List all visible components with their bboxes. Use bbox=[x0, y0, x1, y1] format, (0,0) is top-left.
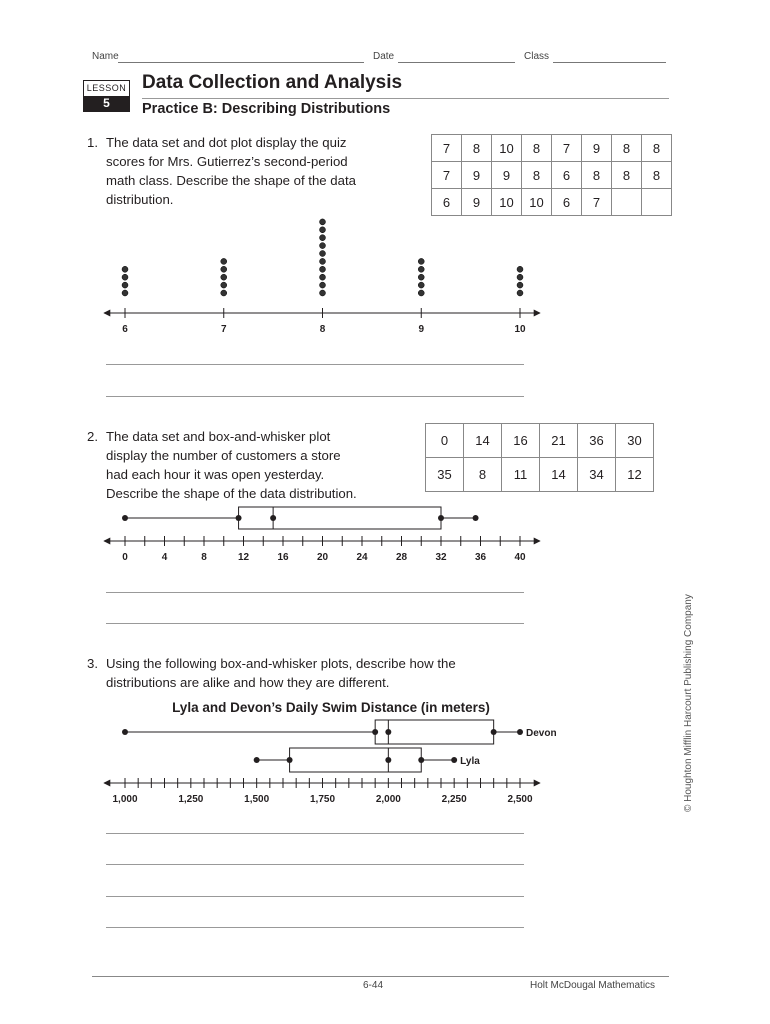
dot bbox=[320, 251, 326, 257]
tick-label: 24 bbox=[356, 552, 368, 563]
table-cell: 7 bbox=[432, 135, 462, 162]
lesson-word: LESSON bbox=[86, 83, 127, 93]
data-point bbox=[517, 729, 523, 735]
table-cell: 10 bbox=[522, 189, 552, 216]
tick-label: 36 bbox=[474, 552, 487, 563]
copyright-text: © Houghton Mifflin Harcourt Publishing Company bbox=[683, 594, 694, 812]
problem-2-text: The data set and box-and-whisker plot display the number of customers a store had each hour it was open yesterday. Describe the shape of the data distribution. bbox=[106, 429, 357, 501]
page-number: 6-44 bbox=[363, 980, 384, 991]
dot bbox=[517, 282, 523, 288]
table-cell: 36 bbox=[578, 424, 616, 458]
table-cell: 8 bbox=[464, 458, 502, 492]
data-point bbox=[254, 757, 260, 763]
problem-3-text: Using the following box-and-whisker plots, describe how the distributions are alike and how they are different. bbox=[106, 656, 456, 690]
dot bbox=[517, 290, 523, 296]
tick-label: 20 bbox=[316, 552, 329, 563]
dot bbox=[221, 282, 227, 288]
data-point bbox=[385, 757, 391, 763]
table-cell: 8 bbox=[522, 135, 552, 162]
tick-label: 16 bbox=[277, 552, 289, 563]
problem-2-number: 2. bbox=[87, 429, 98, 444]
table-cell: 6 bbox=[552, 162, 582, 189]
data-point bbox=[122, 515, 128, 521]
series-label: Devon bbox=[526, 728, 557, 739]
table-cell: 21 bbox=[540, 424, 578, 458]
data-point bbox=[451, 757, 457, 763]
data-point bbox=[236, 515, 242, 521]
dot bbox=[320, 266, 326, 272]
table-cell: 9 bbox=[462, 162, 492, 189]
table-cell: 14 bbox=[540, 458, 578, 492]
data-point bbox=[418, 757, 424, 763]
table-cell: 30 bbox=[616, 424, 654, 458]
plot-title: Lyla and Devon’s Daily Swim Distance (in meters) bbox=[172, 700, 490, 715]
tick-label: 2,500 bbox=[507, 794, 533, 805]
dot bbox=[320, 290, 326, 296]
lesson-number: 5 bbox=[84, 96, 129, 111]
dot bbox=[418, 282, 424, 288]
table-cell: 8 bbox=[642, 162, 672, 189]
dot bbox=[221, 258, 227, 264]
tick-label: 28 bbox=[395, 552, 408, 563]
tick-label: 10 bbox=[514, 324, 526, 335]
tick-label: 1,750 bbox=[309, 794, 336, 805]
table-cell: 8 bbox=[642, 135, 672, 162]
table-cell: 34 bbox=[578, 458, 616, 492]
problem-1-number: 1. bbox=[87, 135, 98, 150]
dot bbox=[320, 243, 326, 249]
box-plot-swim-distance bbox=[104, 700, 557, 805]
dot bbox=[122, 274, 128, 280]
dot bbox=[221, 266, 227, 272]
dot bbox=[320, 282, 326, 288]
data-point bbox=[122, 729, 128, 735]
dot bbox=[517, 274, 523, 280]
dot bbox=[418, 274, 424, 280]
table-cell: 9 bbox=[582, 135, 612, 162]
data-point bbox=[270, 515, 276, 521]
dot bbox=[418, 266, 424, 272]
table-cell: 6 bbox=[552, 189, 582, 216]
data-point bbox=[287, 757, 293, 763]
table-cell: 14 bbox=[464, 424, 502, 458]
class-label: Class bbox=[524, 51, 550, 62]
name-label: Name bbox=[92, 51, 119, 62]
page-title: Data Collection and Analysis bbox=[142, 72, 403, 93]
table-cell: 6 bbox=[432, 189, 462, 216]
box bbox=[375, 720, 494, 744]
tick-label: 4 bbox=[161, 552, 168, 563]
table-cell: 11 bbox=[502, 458, 540, 492]
data-point bbox=[438, 515, 444, 521]
dot bbox=[122, 266, 128, 272]
date-label: Date bbox=[373, 51, 395, 62]
box bbox=[239, 507, 441, 529]
table-cell: 10 bbox=[492, 135, 522, 162]
page-subtitle: Practice B: Describing Distributions bbox=[142, 101, 391, 117]
tick-label: 2,250 bbox=[441, 794, 467, 805]
dot bbox=[418, 258, 424, 264]
dot bbox=[122, 290, 128, 296]
dot bbox=[418, 290, 424, 296]
dot bbox=[320, 227, 326, 233]
table-cell: 8 bbox=[462, 135, 492, 162]
table-cell: 8 bbox=[612, 135, 642, 162]
table-cell: 35 bbox=[426, 458, 464, 492]
table-cell: 9 bbox=[492, 162, 522, 189]
table-cell: 7 bbox=[582, 189, 612, 216]
tick-label: 8 bbox=[319, 324, 326, 335]
tick-label: 8 bbox=[201, 552, 207, 563]
table-cell: 0 bbox=[426, 424, 464, 458]
tick-label: 1,000 bbox=[112, 794, 138, 805]
table-cell: 8 bbox=[612, 162, 642, 189]
box-plot-customers bbox=[104, 507, 540, 563]
tick-label: 0 bbox=[122, 552, 128, 563]
tick-label: 7 bbox=[220, 324, 227, 335]
problem-3-number: 3. bbox=[87, 656, 98, 671]
tick-label: 1,500 bbox=[244, 794, 270, 805]
dot bbox=[517, 266, 523, 272]
dot bbox=[320, 258, 326, 264]
series-label: Lyla bbox=[460, 756, 480, 767]
table-cell: 8 bbox=[582, 162, 612, 189]
tick-label: 12 bbox=[237, 552, 250, 563]
footer-divider bbox=[92, 976, 669, 977]
table-cell: 9 bbox=[462, 189, 492, 216]
dot bbox=[221, 274, 227, 280]
data-point bbox=[385, 729, 391, 735]
tick-label: 2,000 bbox=[375, 794, 401, 805]
publisher-name: Holt McDougal Mathematics bbox=[530, 980, 656, 991]
tick-label: 6 bbox=[122, 324, 128, 335]
dot bbox=[221, 290, 227, 296]
table-cell: 8 bbox=[522, 162, 552, 189]
tick-label: 40 bbox=[514, 552, 526, 563]
tick-label: 1,250 bbox=[178, 794, 204, 805]
table-cell: 7 bbox=[432, 162, 462, 189]
table-cell: 16 bbox=[502, 424, 540, 458]
dot bbox=[320, 235, 326, 241]
data-point bbox=[473, 515, 479, 521]
box bbox=[290, 748, 422, 772]
tick-label: 32 bbox=[435, 552, 447, 563]
dot bbox=[320, 274, 326, 280]
dot-plot bbox=[104, 219, 540, 335]
dot bbox=[122, 282, 128, 288]
dot bbox=[320, 219, 326, 225]
tick-label: 9 bbox=[418, 324, 425, 335]
data-point bbox=[372, 729, 378, 735]
table-cell: 12 bbox=[616, 458, 654, 492]
table-cell: 10 bbox=[492, 189, 522, 216]
data-point bbox=[491, 729, 497, 735]
problem-1-text: The data set and dot plot display the quiz scores for Mrs. Gutierrez’s second-period math class. Describe the shape of the data distribution. bbox=[106, 135, 356, 207]
table-cell: 7 bbox=[552, 135, 582, 162]
